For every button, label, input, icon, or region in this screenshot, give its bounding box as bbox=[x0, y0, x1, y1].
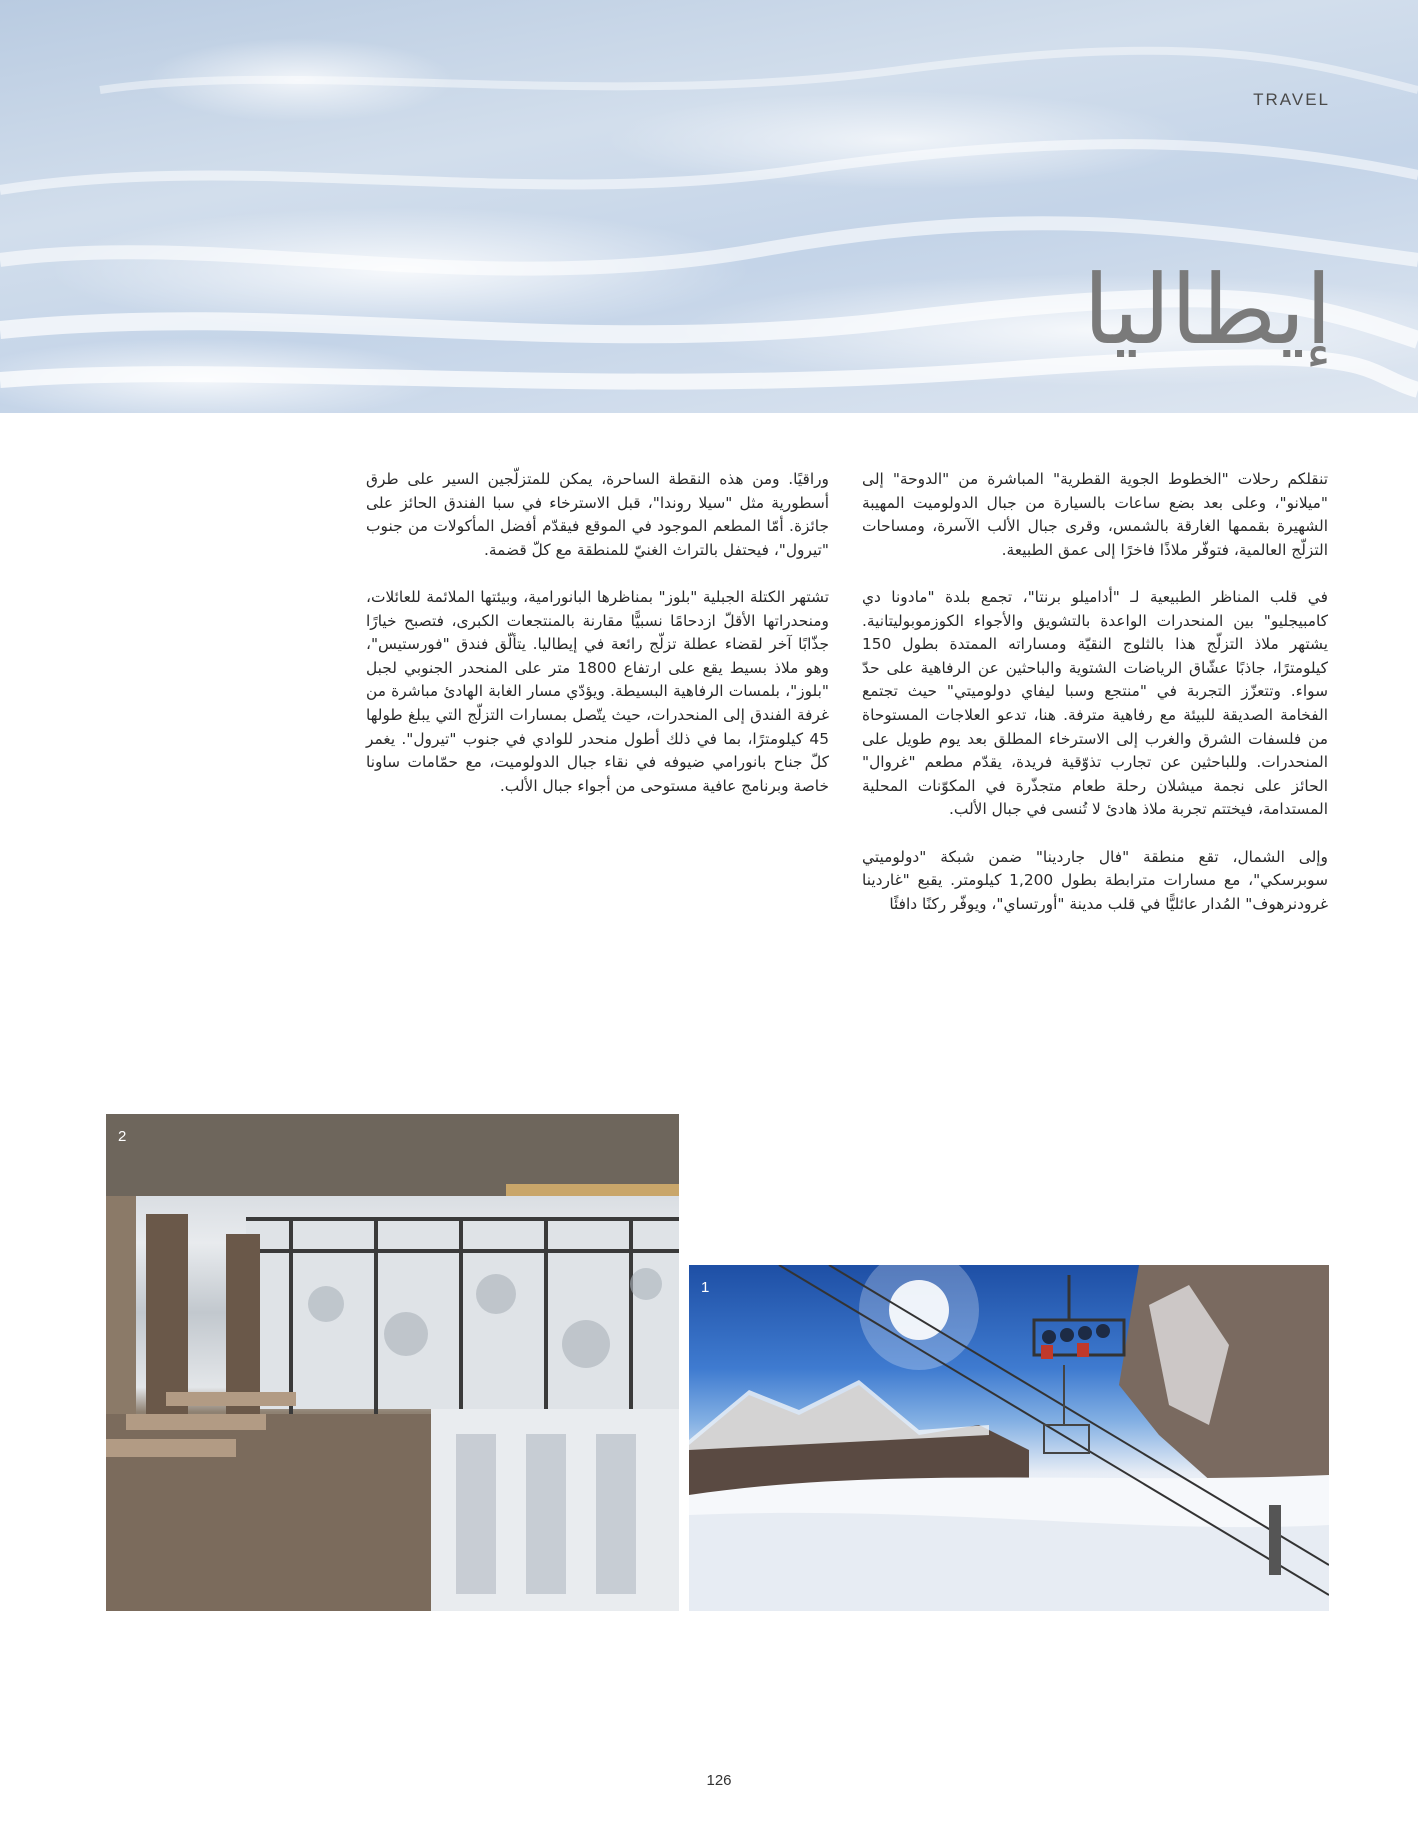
hero-snow-image bbox=[0, 0, 1418, 413]
photo-number: 1 bbox=[701, 1279, 710, 1296]
paragraph: تشتهر الكتلة الجبلية "بلوز" بمناظرها البانورامية، وبيئتها الملائمة للعائلات، ومنحدراتها الأقلّ ازدحامًا نسبيًّا مقارنة بالمنتجعات الكبرى، فتصبح خيارًا جذّابًا آخر لقضاء عطلة تزلّج رائعة في إيطاليا. يتألّق فندق "فورستيس"، وهو ملاذ بسيط يقع على ارتفاع 1800 متر على المنحدر الجنوبي لجبل "بلوز"، بلمسات الرفاهية البسيطة. ويؤدّي مسار الغابة الهادئ مباشرة من غرفة الفندق إلى المنحدرات، حيث يتّصل بمسارات التزلّج التي يبلغ طولها 45 كيلومترًا، بما في ذلك أطول منحدر للوادي في جنوب "تيرول". يغمر كلّ جناح بانورامي ضيوفه في نقاء جبال الدولوميت، مع حمّامات ساونا خاصة وبرنامج عافية مستوحى من أجواء جبال الألب. bbox=[366, 587, 829, 795]
spa-pool-photo bbox=[106, 1114, 679, 1611]
paragraph: وراقيًا. ومن هذه النقطة الساحرة، يمكن للمتزلّجين السير على طرق أسطورية مثل "سيلا روندا"، قبل الاسترخاء في سبا الفندق الحائز على جائزة. أمّا المطعم الموجود في الموقع فيقدّم أفضل المأكولات من جنوب "تيرول"، فيحتفل بالتراث الغنيّ للمنطقة مع كلّ قضمة. bbox=[366, 470, 829, 559]
article-column-left bbox=[366, 468, 829, 822]
paragraph: في قلب المناظر الطبيعية لـ "أداميلو برنتا"، تجمع بلدة "مادونا دي كامبيجليو" بين المنحدرات الواعدة بالتشويق والأجواء الكوزموبوليتانية. يشتهر ملاذ التزلّج هذا بالثلوج النقيّة ومساراته الممتدة بطول 150 كيلومترًا، جاذبًا عشّاق الرياضات الشتوية والباحثين عن الرفاهية على حدّ سواء. وتتعزّز التجربة في "منتجع وسبا ليفاي دولوميتي" حيث تجتمع الفخامة الصديقة للبيئة مع رفاهية مترفة. هنا، تدعو العلاجات المستوحاة من فلسفات الشرق والغرب إلى الاسترخاء المطلق بعد يوم طويل على المنحدرات. وللباحثين عن تجارب تذوّقية فريدة، يقدّم مطعم "غروال" الحائز على نجمة ميشلان رحلة طعام متجذّرة في المكوّنات المحلية المستدامة، فيختتم تجربة ملاذ هادئ لا تُنسى في جبال الألب. bbox=[862, 587, 1328, 819]
paragraph: وإلى الشمال، تقع منطقة "فال جاردينا" ضمن شبكة "دولوميتي سوبرسكي"، مع مسارات مترابطة بطول 1,200 كيلومتر. يقبع "غاردينا غرودنرهوف" المُدار عائليًّا في قلب مدينة "أورتساي"، ويوفّر ركنًا دافئًا bbox=[862, 847, 1328, 913]
spa-pool-illustration bbox=[106, 1114, 679, 1611]
paragraph: تنقلكم رحلات "الخطوط الجوية القطرية" المباشرة من "الدوحة" إلى "ميلانو"، وعلى بعد بضع ساعات بالسيارة من جبال الدولوميت المهيبة الشهيرة بقممها الغارقة بالشمس، وقرى جبال الألب الآسرة، ومساحات التزلّج العالمية، فتوفّر ملاذًا فاخرًا إلى عمق الطبيعة. bbox=[862, 470, 1328, 559]
article-column-right bbox=[862, 468, 1328, 940]
page-title: إيطاليا bbox=[1083, 254, 1332, 366]
photo-number: 2 bbox=[118, 1128, 127, 1145]
page-number: 126 bbox=[706, 1772, 732, 1789]
section-label: TRAVEL bbox=[1253, 90, 1330, 109]
chairlift-illustration bbox=[689, 1265, 1329, 1611]
chairlift-photo bbox=[689, 1265, 1329, 1611]
